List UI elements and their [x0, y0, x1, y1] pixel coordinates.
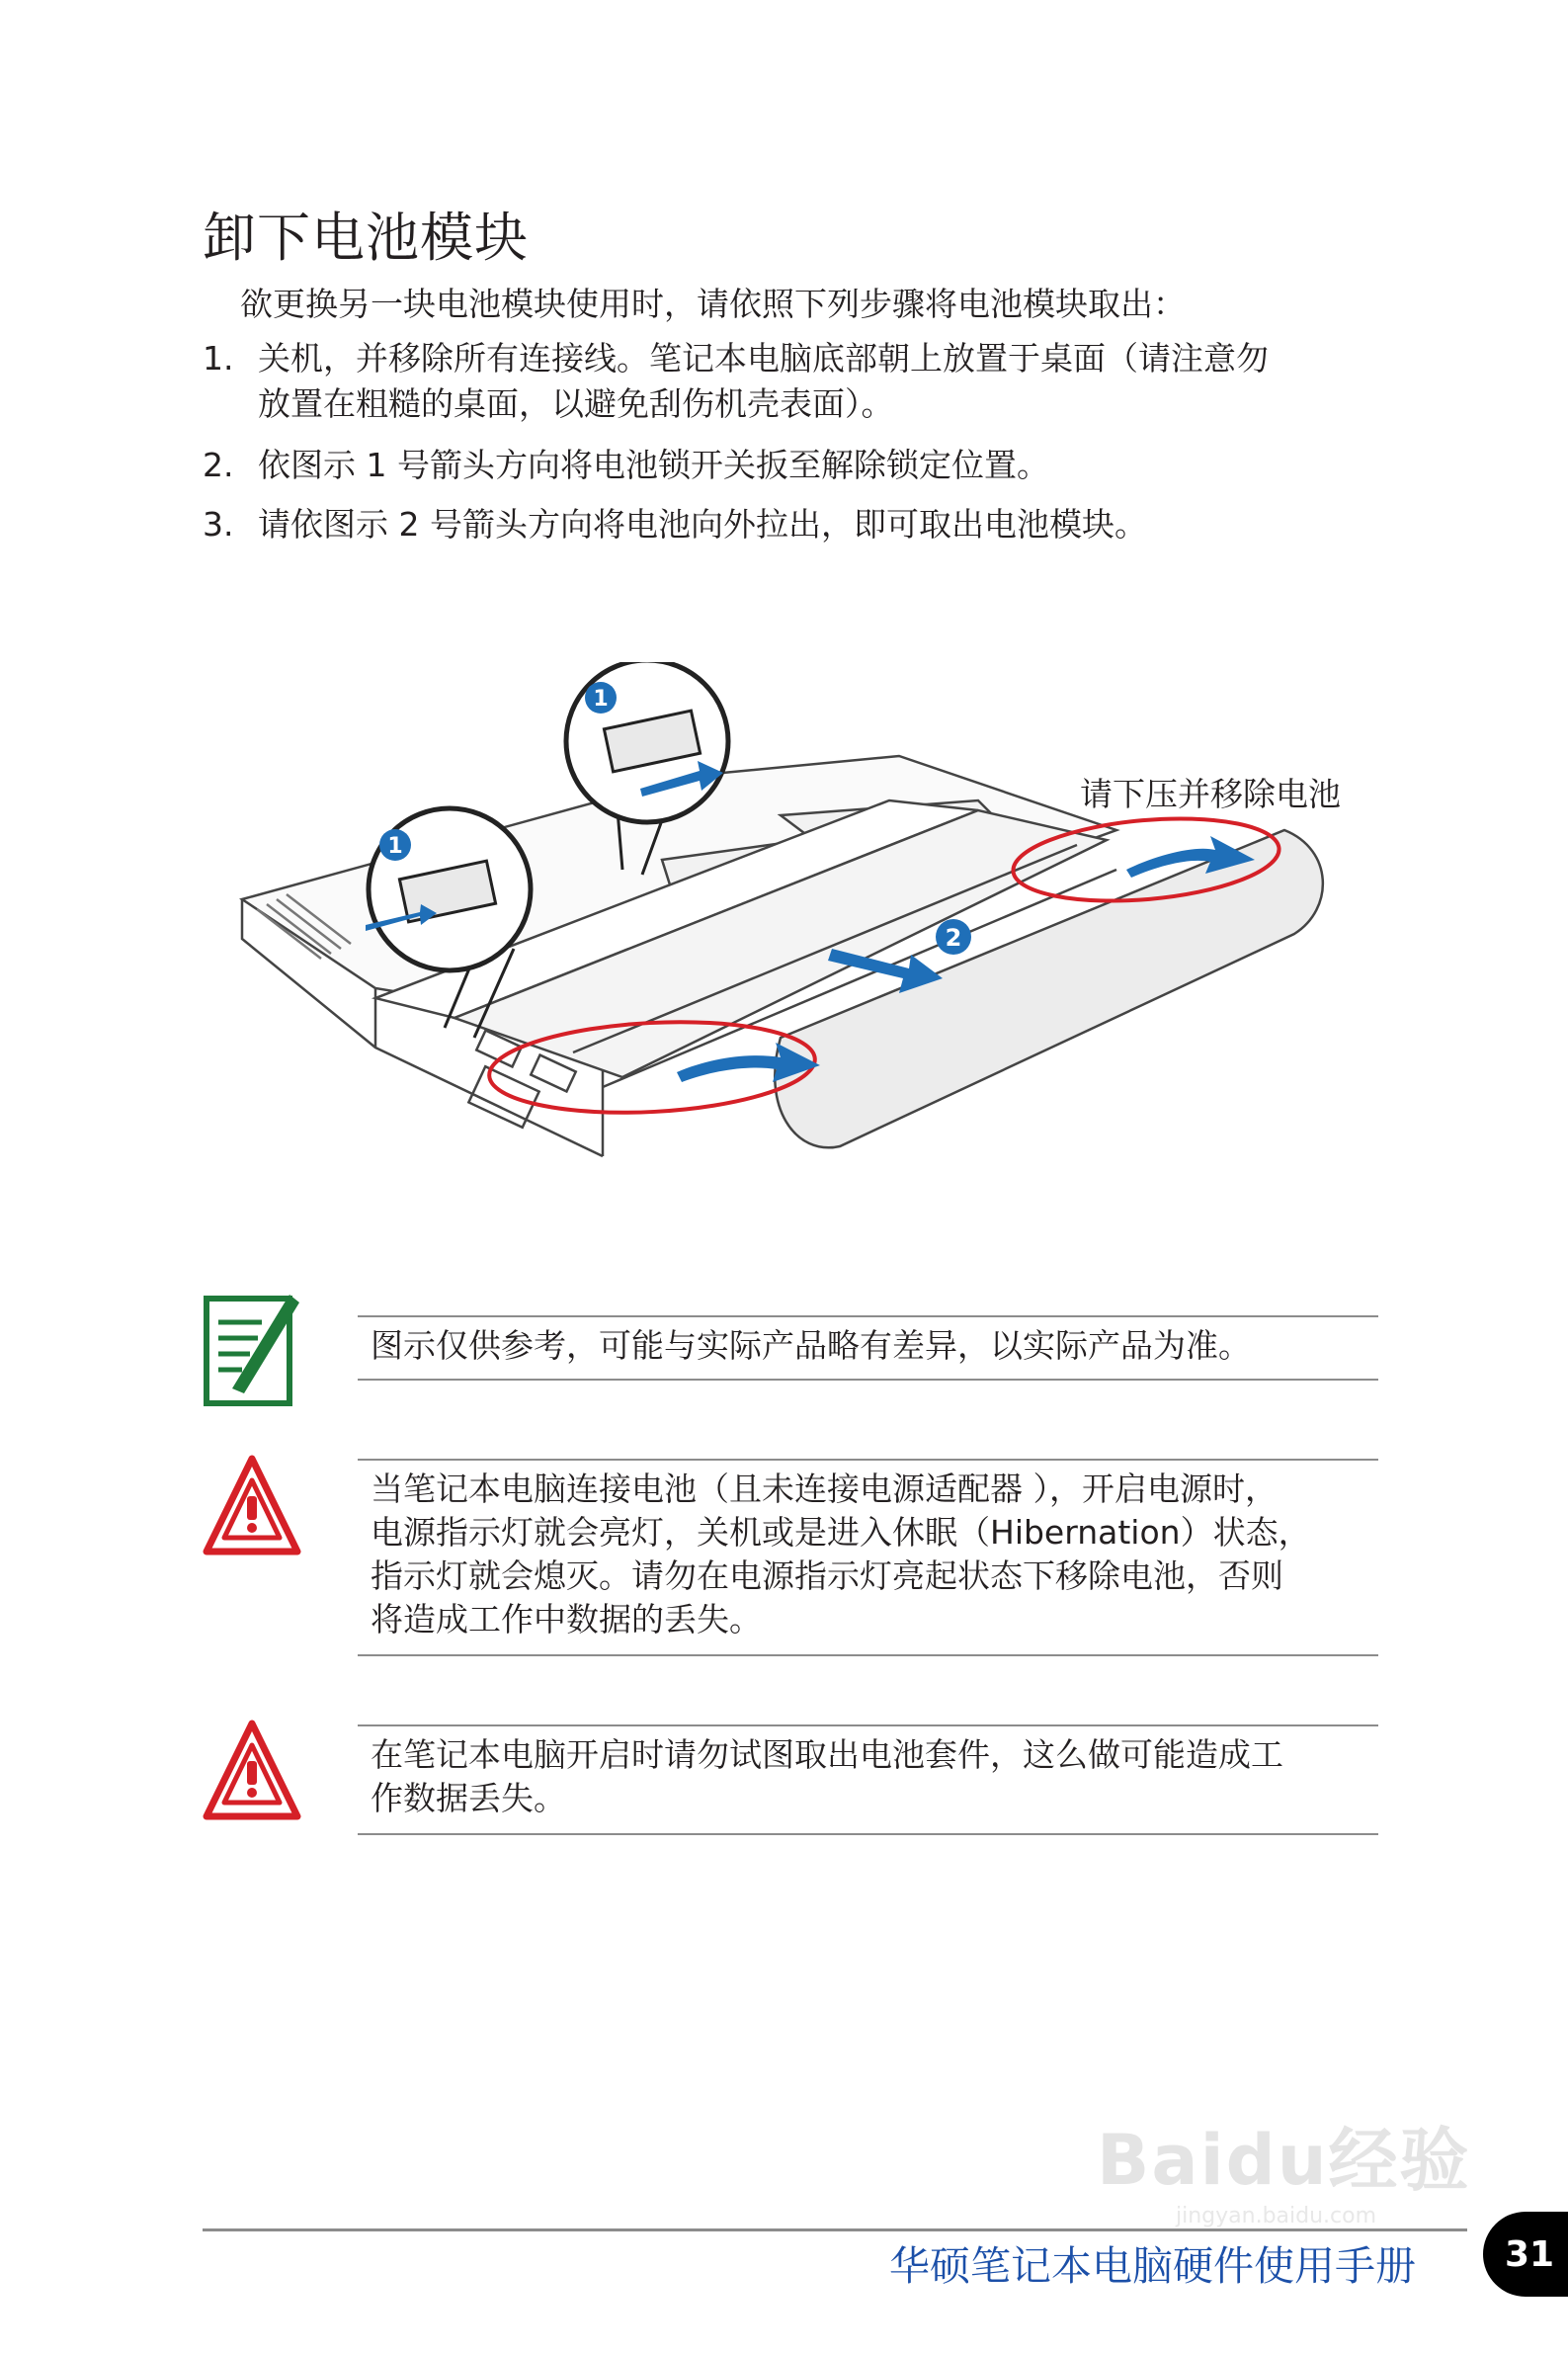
warning-triangle-icon — [201, 1453, 304, 1561]
step-text-continued: 放置在粗糙的桌面，以避免刮伤机壳表面）。 — [258, 384, 894, 423]
figure-callout: 请下压并移除电池 — [1080, 775, 1341, 813]
warning-2-divider-bottom — [358, 1833, 1378, 1835]
step-number: 2. — [203, 446, 234, 484]
footer-title: 华硕笔记本电脑硬件使用手册 — [889, 2242, 1416, 2290]
warning-2-divider-top — [358, 1724, 1378, 1726]
baidu-watermark-url: jingyan.baidu.com — [1176, 2204, 1377, 2228]
step-text: 请依图示 2 号箭头方向将电池向外拉出，即可取出电池模块。 — [258, 505, 1147, 544]
note-pencil-icon — [203, 1285, 301, 1408]
page-number-badge — [1483, 2212, 1568, 2297]
marker-2-label: 2 — [945, 924, 962, 952]
step-text: 依图示 1 号箭头方向将电池锁开关扳至解除锁定位置。 — [258, 446, 1049, 484]
warning-2-text — [371, 1733, 1378, 1820]
marker-1-label: 1 — [387, 834, 403, 859]
baidu-watermark: Baidu经验 — [1097, 2120, 1471, 2201]
note-text: 图示仅供参考，可能与实际产品略有差异，以实际产品为准。 — [371, 1326, 1251, 1365]
footer-divider — [203, 2228, 1467, 2231]
warning-1-text — [371, 1468, 1378, 1641]
warning-2-line: 作数据丢失。 — [371, 1779, 566, 1817]
step-number: 3. — [203, 505, 234, 544]
warning-1-line: 电源指示灯就会亮灯，关机或是进入休眠（Hibernation）状态， — [371, 1513, 1311, 1552]
step-1 — [203, 336, 1388, 427]
warning-1-divider-bottom — [358, 1654, 1378, 1656]
warning-1-line: 当笔记本电脑连接电池（且未连接电源适配器 ），开启电源时， — [371, 1470, 1278, 1508]
battery-removal-illustration — [227, 662, 1354, 1176]
warning-1-divider-top — [358, 1459, 1378, 1461]
warning-1-line: 指示灯就会熄灭。请勿在电源指示灯亮起状态下移除电池，否则 — [371, 1556, 1283, 1595]
warning-1-line: 将造成工作中数据的丢失。 — [371, 1600, 762, 1639]
step-number: 1. — [203, 339, 234, 378]
note-divider-bottom — [358, 1379, 1378, 1381]
step-text: 关机，并移除所有连接线。笔记本电脑底部朝上放置于桌面（请注意勿 — [258, 339, 1269, 378]
intro-text: 欲更换另一块电池模块使用时，请依照下列步骤将电池模块取出： — [240, 285, 1186, 323]
page-number: 31 — [1504, 2233, 1555, 2275]
step-3 — [203, 502, 1388, 547]
marker-1-label: 1 — [593, 687, 609, 712]
warning-2-line: 在笔记本电脑开启时请勿试图取出电池套件，这么做可能造成工 — [371, 1735, 1283, 1774]
section-title: 卸下电池模块 — [203, 207, 529, 269]
warning-triangle-icon — [201, 1718, 304, 1826]
note-divider-top — [358, 1315, 1378, 1317]
step-2 — [203, 443, 1388, 488]
